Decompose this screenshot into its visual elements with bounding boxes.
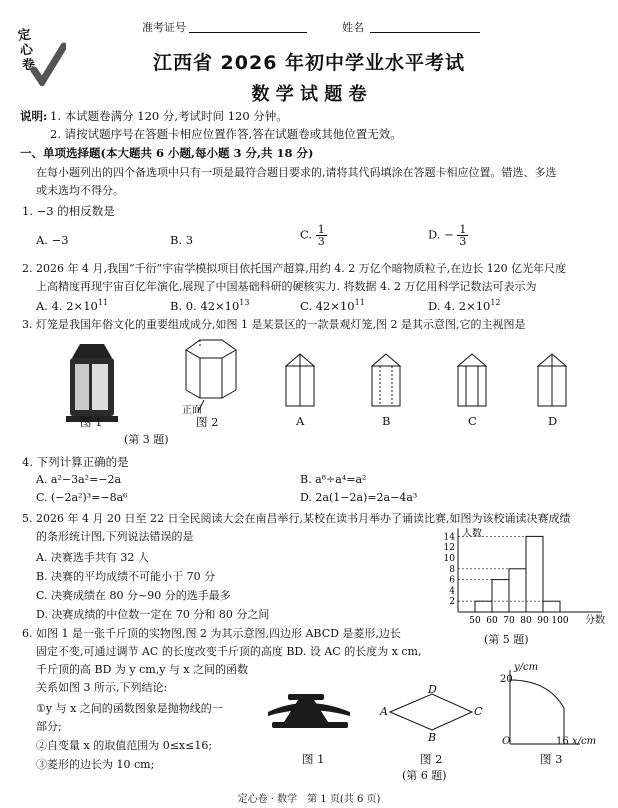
- q4-option-c: C. (−2a²)³=−8a⁶: [36, 491, 128, 504]
- q3-fig1-label: 图 1: [80, 415, 103, 429]
- q4-option-a: A. a²−3a²=−2a: [36, 473, 122, 486]
- q3-view-c: [458, 354, 486, 406]
- q6-fig3-label: 图 3: [540, 752, 563, 766]
- q1-option-c: C. $\frac{1}{3}$: [300, 223, 325, 248]
- q6-caption: (第 6 题): [402, 769, 447, 782]
- q6-figures: [258, 664, 618, 764]
- page-footer: 定心卷 · 数学 第 1 页(共 6 页): [237, 794, 381, 805]
- q3-label-b: B: [382, 414, 391, 428]
- q4-option-d: D. 2a(1−2a)=2a−4a³: [300, 491, 418, 504]
- q6-statement-1b: 部分;: [36, 720, 62, 733]
- section-instruction-2: 或未选均不得分。: [36, 184, 124, 197]
- q2-line-1: 2. 2026 年 4 月,我国“千衍”宇宙学模拟项目依托国产超算,用约 4. 2 万亿个暗物质粒子,在边长 120 亿光年尺度: [22, 262, 567, 275]
- q1-option-a: A. −3: [36, 233, 69, 247]
- lantern-image: [66, 344, 118, 422]
- q5-option-a: A. 决赛选手共有 32 人: [36, 551, 149, 564]
- x-tick-label: 90: [537, 616, 549, 626]
- q3-label-d: D: [548, 414, 558, 428]
- note-2: 2. 请按试题序号在答题卡相应位置作答,答在试题卷或其他位置无效。: [50, 127, 402, 141]
- q5-option-b: B. 决赛的平均成绩不可能小于 70 分: [36, 570, 216, 583]
- q2-option-a: A. 4. $2\times 10^{11}$: [36, 298, 109, 313]
- q3-view-a: [286, 354, 314, 406]
- q6-statement-1a: ①y 与 x 之间的函数图象是抛物线的一: [36, 702, 223, 715]
- page-title: 江西省 2026 年初中学业水平考试: [152, 52, 466, 74]
- x-tick-label: 80: [520, 616, 532, 626]
- name-label: 姓名: [342, 21, 364, 34]
- q1-stem: 1. −3 的相反数是: [22, 204, 115, 218]
- q6-graph-20: 20: [500, 674, 513, 685]
- q6-line-4: 关系如图 3 所示,下列结论:: [36, 681, 168, 694]
- q6-label-A: A: [380, 705, 388, 718]
- q3-front-label: 正面: [182, 405, 202, 416]
- y-tick-label: 10: [443, 554, 455, 564]
- q6-label-B: B: [428, 731, 437, 744]
- q5-option-c: C. 决赛成绩在 80 分~90 分的选手最多: [36, 589, 231, 602]
- y-tick-label: 8: [449, 564, 455, 575]
- q4-stem: 4. 下列计算正确的是: [22, 455, 129, 469]
- x-tick-label: 50: [469, 616, 481, 626]
- note-1: 1. 本试题卷满分 120 分,考试时间 120 分钟。: [50, 109, 288, 123]
- histogram-bar: [543, 601, 560, 612]
- q6-fig1-label: 图 1: [302, 752, 325, 766]
- q1-option-b: B. 3: [170, 233, 194, 247]
- q2-option-d: D. 4. $2\times 10^{12}$: [428, 298, 501, 313]
- histogram-bar: [475, 601, 492, 612]
- q5-caption: (第 5 题): [484, 633, 529, 646]
- q5-bar-chart: [430, 528, 610, 628]
- q6-line-2: 固定不变,可通过调节 AC 的长度改变千斤顶的高度 BD. 设 AC 的长度为 x cm,: [36, 645, 422, 658]
- y-tick-label: 2: [449, 597, 455, 608]
- section-instruction-1: 在每小题列出的四个备选项中只有一项是最符合题目要求的,请将其代码填涂在答题卡相应位置。错选、多选: [36, 166, 557, 179]
- histogram-bar: [509, 569, 526, 612]
- q5-line-2: 的条形统计图,下列说法错误的是: [36, 530, 194, 543]
- q5-line-1: 5. 2026 年 4 月 20 日至 22 日全民阅读大会在南昌举行,某校在读书月举办了诵读比赛,如图为该校诵读决赛成绩: [22, 512, 571, 525]
- section-heading: 一、单项选择题(本大题共 6 小题,每小题 3 分,共 18 分): [20, 146, 314, 160]
- q6-statement-3: ③菱形的边长为 10 cm;: [36, 758, 155, 771]
- x-axis-label: 分数: [585, 615, 605, 626]
- q2-line-2: 上高精度再现宇宙百亿年演化,展现了中国基础科研的硬核实力. 将数据 4. 2 万亿用科学记数法可表示为: [36, 280, 537, 293]
- q6-graph-ylabel: y/cm: [514, 662, 539, 673]
- y-tick-label: 4: [449, 586, 455, 597]
- q3-stem: 3. 灯笼是我国年俗文化的重要组成成分,如图 1 是某景区的一款景观灯笼,图 2 是其示意图,它的主视图是: [22, 318, 526, 331]
- q3-label-c: C: [468, 414, 477, 428]
- q4-option-b: B. a⁸÷a⁴=a²: [300, 473, 367, 486]
- q5-option-d: D. 决赛成绩的中位数一定在 70 分和 80 分之间: [36, 608, 270, 621]
- x-tick-label: 60: [486, 616, 498, 626]
- x-tick-label: 70: [503, 616, 515, 626]
- q6-fig2-label: 图 2: [420, 752, 443, 766]
- q3-figures: [0, 336, 618, 456]
- q6-graph-origin: O: [502, 736, 511, 747]
- q6-label-D: D: [428, 683, 437, 696]
- q6-line-3: 千斤顶的高 BD 为 y cm,y 与 x 之间的函数: [36, 663, 249, 676]
- q1-option-d: D. − $\frac{1}{3}$: [428, 223, 467, 248]
- q3-view-b: [372, 354, 400, 406]
- y-tick-label: 14: [443, 532, 455, 543]
- q6-statement-2: ②自变量 x 的取值范围为 0≤x≤16;: [36, 739, 213, 752]
- name-line: [370, 32, 480, 33]
- q3-option-views: [286, 354, 566, 406]
- q6-graph-xlabel: x/cm: [572, 736, 597, 747]
- q6-line-1: 6. 如图 1 是一张千斤顶的实物图,图 2 为其示意图,四边形 ABCD 是菱形,边长: [22, 627, 401, 640]
- q3-caption: (第 3 题): [124, 433, 169, 446]
- exam-id-line: [189, 32, 307, 33]
- exam-id-label: 准考证号: [142, 21, 186, 34]
- q2-option-c: C. $42\times 10^{11}$: [300, 298, 365, 313]
- histogram-bar: [492, 580, 509, 612]
- x-tick-label: 100: [551, 616, 569, 626]
- q2-option-b: B. 0. $42\times 10^{13}$: [170, 298, 250, 313]
- y-axis-label: 人数: [462, 528, 482, 539]
- jack-image: [268, 694, 350, 728]
- notes-label: 说明:: [20, 109, 48, 123]
- histogram-bar: [526, 536, 543, 612]
- rhombus-diagram: [390, 694, 472, 730]
- q6-label-C: C: [474, 705, 483, 718]
- logo-text: 定心卷: [16, 27, 37, 74]
- q6-graph-16: 16: [556, 736, 569, 747]
- y-tick-label: 12: [443, 543, 455, 554]
- q3-view-d: [538, 354, 566, 406]
- q3-fig2-label: 图 2: [196, 415, 219, 429]
- q3-label-a: A: [296, 414, 305, 428]
- function-graph: [510, 670, 580, 744]
- page-subtitle: 数 学 试 题 卷: [251, 84, 367, 105]
- y-tick-label: 6: [449, 575, 455, 586]
